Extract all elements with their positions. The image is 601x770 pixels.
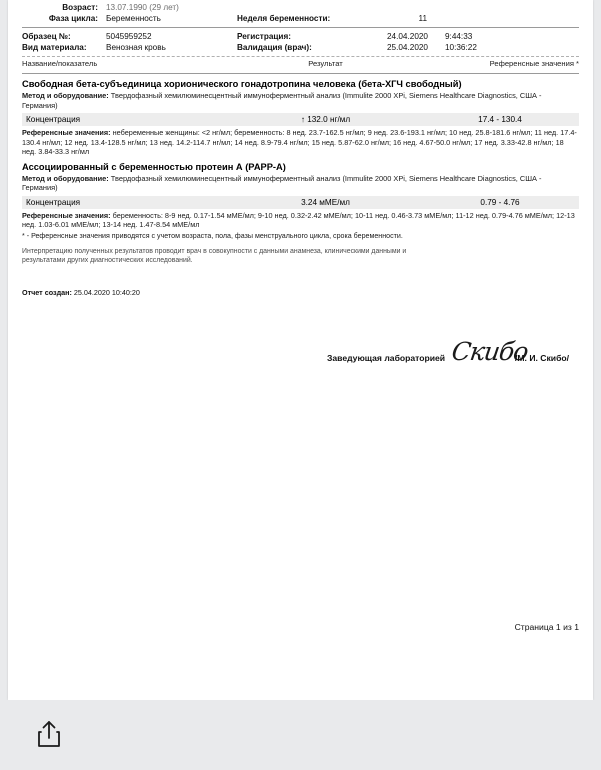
- signature-block: [22, 337, 579, 377]
- cycle-phase-label: Фаза цикла:: [48, 14, 98, 23]
- analyte-reference-label: Референсные значения:: [22, 210, 111, 220]
- analyte-reference-values: [22, 128, 579, 157]
- result-value: 3.24 мМЕ/мл: [301, 197, 350, 207]
- validation-date: 25.04.2020: [387, 43, 428, 52]
- share-icon: [36, 719, 62, 749]
- age-value: 13.07.1990 (29 лет): [106, 3, 179, 12]
- result-name: Концентрация: [26, 197, 81, 207]
- material-value: Венозная кровь: [106, 43, 166, 52]
- report-created-value: 25.04.2020 10:40:20: [73, 287, 140, 297]
- result-row: [22, 113, 579, 126]
- analyte-section-pappa: [22, 162, 579, 230]
- report-body: [8, 0, 593, 377]
- analyte-reference-values: [22, 211, 579, 230]
- column-header-reference: Референсные значения *: [489, 59, 579, 68]
- cycle-phase-row: [22, 13, 237, 24]
- analyte-title: Свободная бета-субъединица хорионического гонадотропина человека (бета-ХГЧ свободный): [22, 79, 462, 89]
- material-label: Вид материала:: [22, 43, 87, 52]
- sample-block-left: [22, 31, 237, 53]
- registration-value: [387, 31, 497, 42]
- pregnancy-week-row: [237, 13, 579, 24]
- registration-label: Регистрация:: [237, 32, 291, 41]
- validation-row: [237, 42, 579, 53]
- signature-title: Заведующая лабораторией: [327, 352, 446, 363]
- material-row: [22, 42, 237, 53]
- analyte-reference-text: беременность: 8-9 нед. 0.17-1.54 мМЕ/мл; 9-10 нед. 0.32-2.42 мМЕ/мл; 10-11 нед. 0.46-3.73 мМЕ/мл; 11-12 нед. 0.79-4.76 мМЕ/мл; 12-13 нед. 1.03-6.01 мМЕ/мл; 13-14 нед. 1.47-8.54 мМЕ/мл: [22, 210, 575, 230]
- column-header-name: Название/показатель: [22, 59, 98, 68]
- analyte-method-value: Твердофазный хемилюминесцентный иммуноферментный анализ (Immulite 2000 XPi, Siemens Healthcare Diagnostics, США - Германия): [22, 173, 542, 193]
- signature-handwriting: Скибо: [449, 336, 530, 366]
- analyte-reference-label: Референсные значения:: [22, 128, 111, 137]
- result-row: [22, 196, 579, 209]
- footnote: * - Референсные значения приводятся с учетом возраста, пола, фазы менструального цикла, срока беременности.: [22, 231, 403, 240]
- table-column-headers: [22, 57, 579, 70]
- result-name: Концентрация: [26, 115, 81, 124]
- analyte-method: [22, 174, 579, 193]
- registration-date: 24.04.2020: [387, 32, 428, 41]
- sample-block-right: [237, 31, 579, 53]
- divider-3: [22, 73, 579, 74]
- analyte-title: Ассоциированный с беременностью протеин А (PAPP-A): [22, 161, 286, 172]
- interpretation-note: Интерпретацию полученных результатов проводит врач в совокупности с данными анамнеза, клиническими данными и результатами других диагностических исследований.: [22, 247, 407, 265]
- pregnancy-week-value: 11: [418, 14, 427, 23]
- patient-header: [22, 0, 579, 24]
- result-value: 132.0 нг/мл: [307, 115, 351, 124]
- bottom-toolbar: [0, 700, 601, 770]
- report-created: [22, 288, 579, 297]
- analyte-method-label: Метод и оборудование:: [22, 173, 109, 183]
- validation-time: 10:36:22: [445, 43, 477, 52]
- document-sheet: [8, 0, 593, 700]
- sample-no-row: [22, 31, 237, 42]
- spacer-row: [237, 2, 579, 13]
- sample-block: [22, 28, 579, 56]
- age-row: [22, 2, 237, 13]
- validation-value: [387, 42, 497, 53]
- result-flag-up-icon: ↑: [300, 115, 305, 124]
- page-indicator: Страница 1 из 1: [514, 622, 579, 632]
- analyte-method-label: Метод и оборудование:: [22, 91, 109, 100]
- share-button[interactable]: [28, 712, 70, 756]
- analyte-method-value: Твердофазный хемилюминесцентный иммуноферментный анализ (Immulite 2000 XPi, Siemens Healthcare Diagnostics, США - Германия): [22, 91, 542, 110]
- result-reference: 17.4 - 130.4: [478, 115, 522, 124]
- age-label: Возраст:: [62, 3, 98, 12]
- column-header-result: Результат: [308, 59, 343, 68]
- analyte-reference-text: небеременные женщины: <2 нг/мл; беременность: 8 нед. 23.7-162.5 нг/мл; 9 нед. 23.6-193.1 нг/мл; 10 нед. 25.8-181.6 нг/мл; 11 нед. 17.4-130.4 нг/мл; 12 нед. 13.4-128.5 нг/мл; 13 нед. 14.2-114.7 нг/мл; 14 нед. 8.9-79.4 нг/мл; 15 нед. 5.87-62.0 нг/мл; 16 нед. 4.67-50.0 нг/мл; 17 нед. 3.33-42.8 нг/мл; 18 нед. 3.84-33.3 нг/мл: [22, 128, 577, 157]
- pregnancy-week-label: Неделя беременности:: [237, 14, 331, 23]
- cycle-phase-value: Беременность: [106, 14, 161, 23]
- sample-no-value: 5045959252: [106, 32, 152, 41]
- signature-name: /М. И. Скибо/: [515, 352, 570, 363]
- result-value-cell: [226, 115, 425, 124]
- patient-header-left: [22, 2, 237, 24]
- patient-header-right: [237, 2, 579, 24]
- report-created-label: Отчет создан:: [22, 287, 72, 297]
- analyte-method: [22, 91, 579, 110]
- validation-label: Валидация (врач):: [237, 43, 312, 52]
- registration-row: [237, 31, 579, 42]
- analyte-section-hcg: [22, 79, 579, 157]
- result-value-cell: [226, 198, 425, 207]
- sample-no-label: Образец №:: [22, 32, 71, 41]
- registration-time: 9:44:33: [445, 32, 473, 41]
- result-reference: 0.79 - 4.76: [480, 197, 520, 207]
